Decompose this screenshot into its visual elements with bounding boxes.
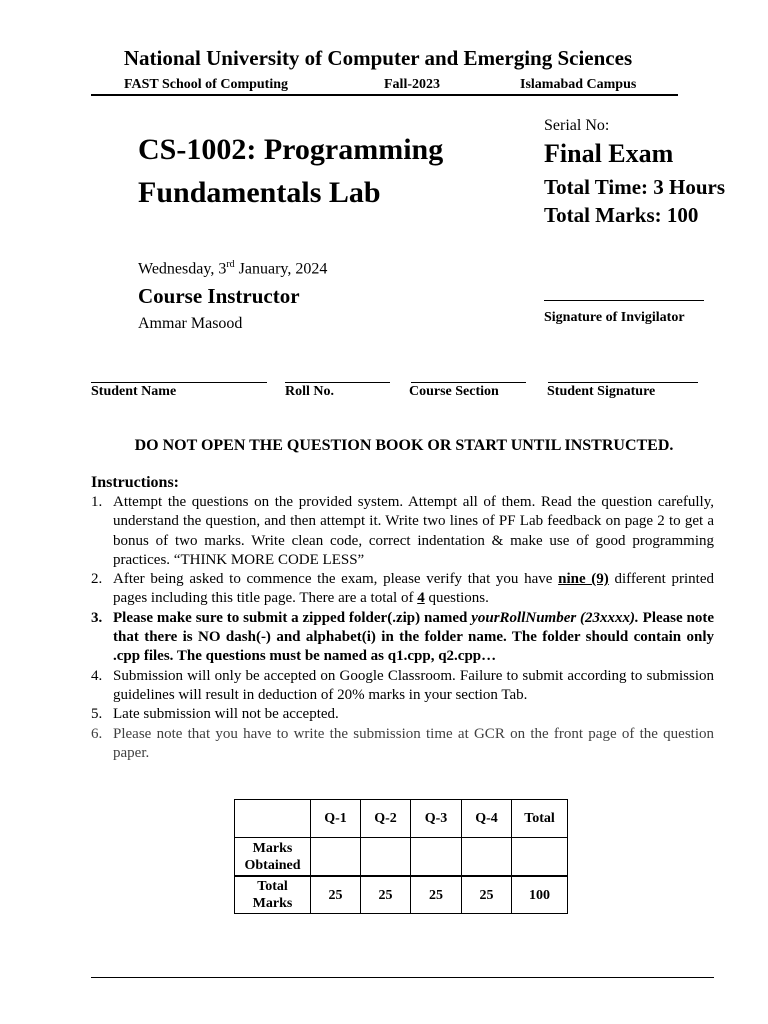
warning-text: DO NOT OPEN THE QUESTION BOOK OR START UNTIL INSTRUCTED. (134, 437, 674, 454)
instructor-name: Ammar Masood (138, 315, 243, 332)
table-cell: Q-3 (411, 800, 462, 838)
table-cell (361, 838, 411, 877)
item-text (113, 570, 714, 609)
course-title-line1: CS-1002: Programming (138, 133, 444, 166)
item-text: Attempt the questions on the provided system. Attempt all of them. Read the question carefully, understand the question, and then attempt it. Write two lines of PF Lab feedback on page 2 to get a bonus of two marks. Write clean code, correct indentation & make use of good programming practices. “THINK MORE CODE LESS” (113, 494, 714, 568)
course-title (138, 128, 518, 214)
list-item (91, 570, 714, 609)
invigilator-signature-label: Signature of Invigilator (544, 310, 685, 325)
item-number: 6. (91, 725, 103, 742)
item-number: 3. (91, 609, 103, 626)
semester: Fall-2023 (384, 77, 440, 92)
list-item (91, 667, 714, 706)
table-cell (235, 800, 311, 838)
item-text: Submission will only be accepted on Google Classroom. Failure to submit according to submission guidelines will result in deduction of 20% marks in your section Tab. (113, 667, 714, 703)
item-number: 5. (91, 706, 103, 723)
table-cell (411, 838, 462, 877)
serial-label: Serial No: (544, 117, 610, 134)
list-item (91, 609, 714, 667)
item-text-part: Please note that there is NO dash(-) and alphabet(i) in the folder name. The folder should contain only .cpp files. The questions must be named as q1.cpp, q2.cpp… (113, 609, 715, 665)
student-signature-label: Student Signature (547, 384, 656, 399)
table-cell: Q-2 (361, 800, 411, 838)
item-text: Please note that you have to write the submission time at GCR on the front page of the question paper. (113, 725, 714, 761)
student-signature-line (548, 382, 698, 383)
list-item (91, 705, 714, 724)
marks-table (234, 799, 568, 914)
course-section-label: Course Section (409, 384, 499, 399)
table-cell: Q-1 (311, 800, 361, 838)
row-label: Total Marks (252, 879, 293, 911)
date-rest: January, 2024 (234, 260, 328, 278)
table-cell: Total (512, 800, 568, 838)
table-cell: Q-4 (462, 800, 512, 838)
footer-rule (91, 977, 714, 978)
student-name-label: Student Name (91, 384, 177, 399)
date-day: Wednesday, 3 (138, 260, 227, 278)
item-number: 4. (91, 667, 103, 684)
row-label: Marks Obtained (244, 840, 301, 873)
header-rule (91, 94, 678, 96)
table-header-row (235, 800, 568, 838)
table-cell (235, 838, 311, 877)
roll-no-label: Roll No. (285, 384, 334, 399)
table-cell: 25 (361, 876, 411, 914)
table-cell (462, 838, 512, 877)
roll-no-line (285, 382, 390, 383)
item-number: 2. (91, 571, 103, 588)
invigilator-signature-line (544, 300, 704, 301)
instructor-label: Course Instructor (138, 284, 300, 308)
table-cell: 25 (311, 876, 361, 914)
item-text-part: questions. (424, 590, 489, 607)
question-count: 4 (417, 590, 425, 607)
exam-meta (544, 173, 725, 229)
university-name: National University of Computer and Emerging Sciences (123, 46, 633, 70)
table-row (235, 838, 568, 877)
table-cell (311, 838, 361, 877)
page-count: nine (9) (558, 571, 609, 588)
table-cell (512, 838, 568, 877)
student-name-line (91, 382, 267, 383)
table-cell: 25 (411, 876, 462, 914)
table-cell: 100 (512, 876, 568, 914)
folder-name: yourRollNumber (23xxxx). (471, 609, 639, 626)
school-name: FAST School of Computing (124, 77, 289, 92)
table-row (235, 876, 568, 914)
item-text-part: Please make sure to submit a zipped folder(.zip) named (113, 609, 472, 626)
list-item (91, 493, 714, 570)
item-text: Late submission will not be accepted. (113, 706, 339, 723)
exam-type: Final Exam (544, 139, 674, 168)
list-item (91, 725, 714, 764)
course-section-line (411, 382, 526, 383)
instructions-heading: Instructions: (91, 474, 180, 491)
campus: Islamabad Campus (520, 77, 637, 92)
item-text (113, 609, 714, 667)
table-cell: 25 (462, 876, 512, 914)
exam-date (138, 259, 327, 278)
course-title-line2: Fundamentals Lab (138, 176, 381, 209)
item-text-part: different printed pages including this title page. There are a total of (113, 571, 715, 607)
instructions-list (91, 493, 714, 763)
item-number: 1. (91, 494, 103, 510)
total-time: Total Time: 3 Hours (544, 175, 726, 199)
total-marks: Total Marks: 100 (544, 203, 699, 227)
table-cell (235, 876, 311, 914)
date-suffix: rd (226, 259, 235, 270)
item-text-part: After being asked to commence the exam, please verify that you have (113, 571, 559, 588)
